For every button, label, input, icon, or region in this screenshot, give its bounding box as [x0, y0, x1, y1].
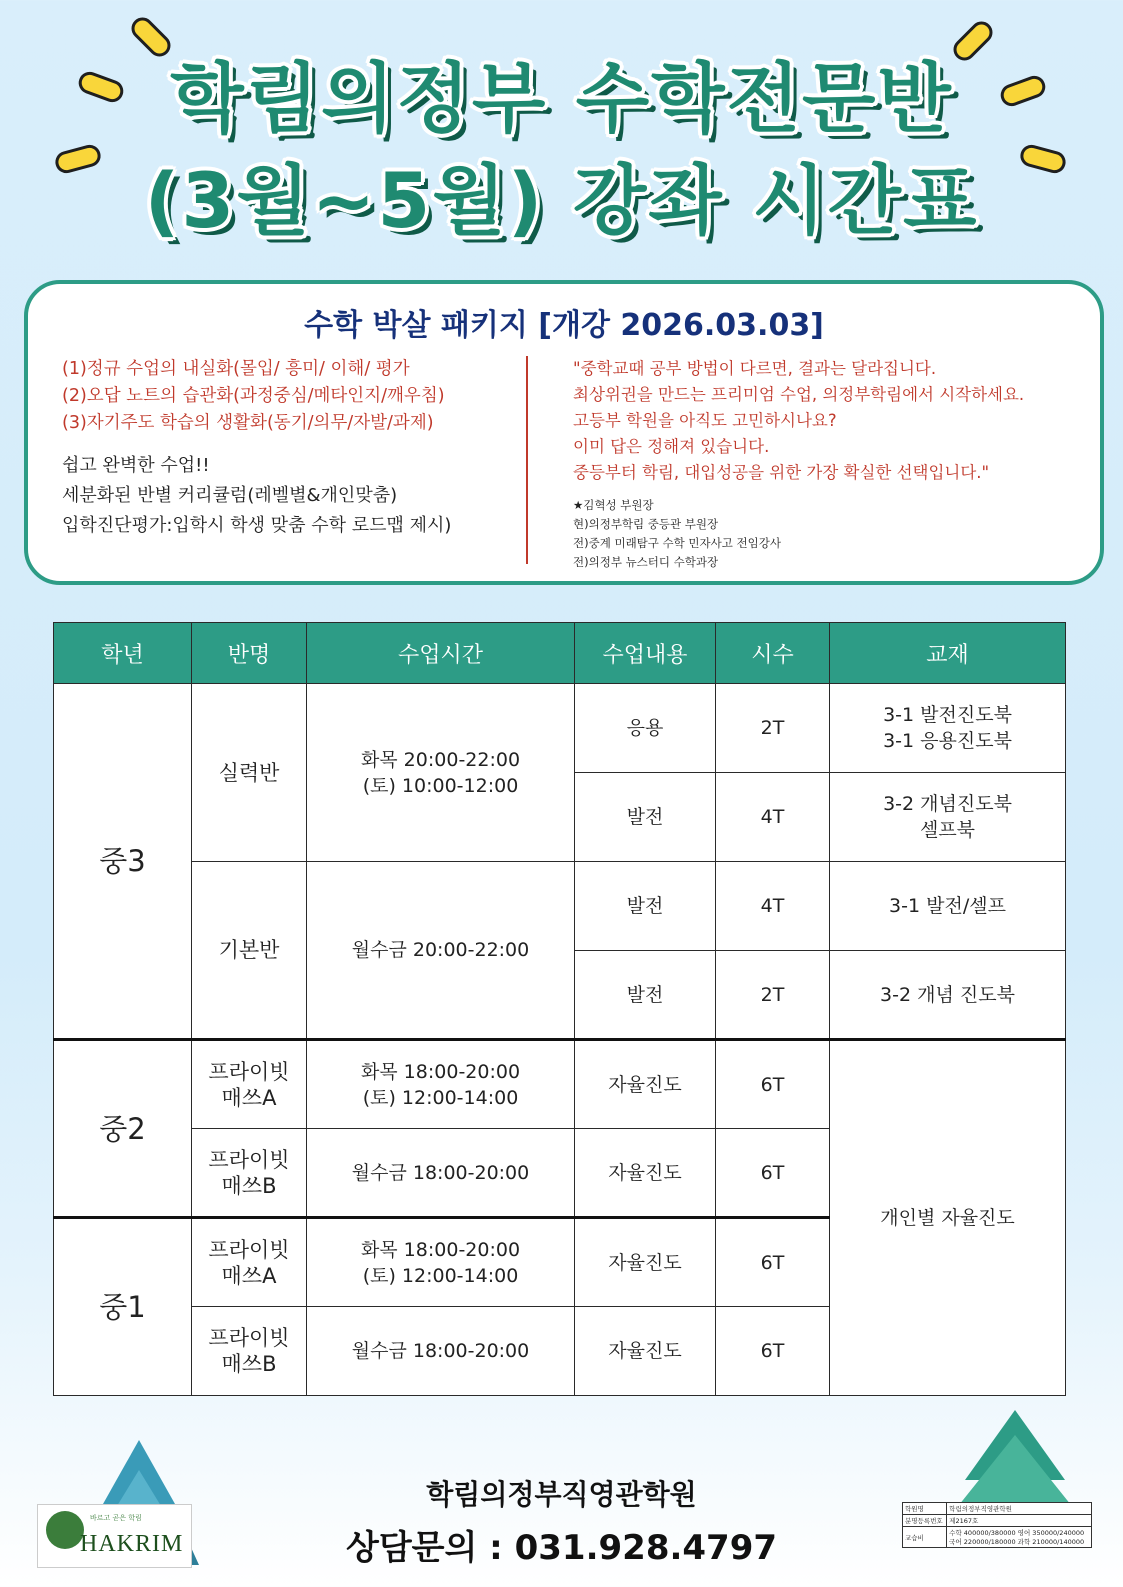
feature-list	[62, 451, 522, 541]
textbook-cell: 개인별 자율진도	[830, 1040, 1066, 1396]
time-cell	[307, 1040, 575, 1129]
package-right-column	[573, 356, 1093, 572]
header-hours: 시수	[716, 623, 830, 684]
time-cell: 월수금 18:00-20:00	[307, 1307, 575, 1396]
time-line: 화목 18:00-20:00	[360, 1060, 521, 1083]
feature-item: 쉽고 완벽한 수업!!	[62, 455, 210, 476]
time-cell	[307, 684, 575, 862]
table-row	[54, 1040, 1066, 1129]
textbook-cell: 3-2 개념 진도북	[830, 951, 1066, 1040]
content-cell: 자율진도	[575, 1129, 716, 1218]
table-row	[54, 862, 1066, 951]
header-class: 반명	[192, 623, 307, 684]
academy-name: 학림의정부직영관학원	[426, 1478, 697, 1511]
time-line: 화목 20:00-22:00	[360, 748, 521, 771]
header-grade: 학년	[54, 623, 192, 684]
feature-item: 세분화된 반별 커리큘럼(레벨별&개인맞춤)	[62, 485, 398, 506]
fee-value: 수학 400000/380000 영어 350000/240000 국어 220000/180000 과학 210000/140000	[947, 1527, 1092, 1548]
header-content: 수업내용	[575, 623, 716, 684]
textbook-cell: 3-1 발전/셀프	[830, 862, 1066, 951]
class-line: 매쓰B	[221, 1173, 277, 1198]
class-line: 프라이빗	[208, 1147, 290, 1172]
package-left-column	[62, 356, 522, 541]
class-cell	[192, 1307, 307, 1396]
time-cell: 월수금 20:00-22:00	[307, 862, 575, 1040]
class-cell: 실력반	[192, 684, 307, 862]
package-title: 수학 박살 패키지 [개강 2026.03.03]	[304, 308, 824, 343]
fee-row	[903, 1515, 1092, 1527]
grade-cell: 중1	[54, 1218, 192, 1396]
time-line: 화목 18:00-20:00	[360, 1238, 521, 1261]
textbook-cell	[830, 684, 1066, 773]
table-row	[54, 684, 1066, 773]
hours-cell: 2T	[716, 684, 830, 773]
table-header-row	[54, 623, 1066, 684]
content-cell: 발전	[575, 951, 716, 1040]
quote-line: 이미 답은 정해져 있습니다.	[573, 437, 770, 456]
page-subtitle: (3월~5월) 강좌 시간표	[144, 156, 979, 245]
fee-row	[903, 1527, 1092, 1548]
time-line: (토) 12:00-14:00	[362, 1264, 519, 1287]
content-cell: 발전	[575, 862, 716, 951]
class-line: 프라이빗	[208, 1237, 290, 1262]
quote-line: "중학교때 공부 방법이 다르면, 결과는 달라집니다.	[573, 359, 937, 378]
quote-line: 중등부터 학림, 대입성공을 위한 가장 확실한 선택입니다."	[573, 463, 990, 482]
grade-cell: 중2	[54, 1040, 192, 1218]
content-cell: 발전	[575, 773, 716, 862]
feature-item: 입학진단평가:입학시 학생 맞춤 수학 로드맵 제시)	[62, 515, 452, 536]
quote-line: 최상위권을 만드는 프리미엄 수업, 의정부학림에서 시작하세요.	[573, 385, 1025, 404]
content-cell: 자율진도	[575, 1307, 716, 1396]
hours-cell: 6T	[716, 1129, 830, 1218]
fee-table	[902, 1502, 1092, 1548]
time-cell: 월수금 18:00-20:00	[307, 1129, 575, 1218]
book-line: 3-1 응용진도북	[883, 730, 1012, 752]
book-line: 3-2 개념진도북	[883, 793, 1012, 815]
content-cell: 자율진도	[575, 1218, 716, 1307]
class-line: 프라이빗	[208, 1326, 290, 1350]
divider	[526, 356, 528, 564]
instructor-bio	[573, 496, 1093, 572]
logo-tagline: 바르고 곧은 학림	[90, 1514, 142, 1522]
book-line: 3-1 발전진도북	[883, 704, 1012, 726]
fee-label: 교습비	[903, 1527, 947, 1548]
hours-cell: 2T	[716, 951, 830, 1040]
bio-line: ★김혁성 부원장	[573, 498, 654, 512]
book-line: 셀프북	[919, 819, 976, 841]
class-cell: 기본반	[192, 862, 307, 1040]
hours-cell: 4T	[716, 862, 830, 951]
time-line: (토) 10:00-12:00	[362, 774, 519, 797]
package-box	[24, 280, 1104, 585]
fee-label: 분명등록번호	[903, 1515, 947, 1527]
class-cell	[192, 1218, 307, 1307]
page-title: 학림의정부 수학전문반	[170, 54, 953, 143]
contact-phone: 상담문의 : 031.928.4797	[345, 1528, 778, 1568]
class-line: 매쓰A	[221, 1085, 277, 1110]
goal-item: (2)오답 노트의 습관화(과정중심/메타인지/깨우침)	[62, 386, 445, 406]
class-line: 매쓰A	[221, 1263, 277, 1288]
fee-value: 학림의정부직영관학원	[947, 1503, 1092, 1515]
goal-item: (1)정규 수업의 내실화(몰입/ 흥미/ 이해/ 평가	[62, 359, 410, 379]
bio-line: 전)의정부 뉴스터디 수학과장	[573, 555, 719, 569]
fee-value: 제2167호	[947, 1515, 1092, 1527]
class-line: 매쓰B	[221, 1352, 277, 1376]
class-line: 프라이빗	[208, 1059, 290, 1084]
hours-cell: 4T	[716, 773, 830, 862]
hours-cell: 6T	[716, 1040, 830, 1129]
time-cell	[307, 1218, 575, 1307]
bio-line: 전)중계 미래탐구 수학 민자사고 전임강사	[573, 536, 781, 550]
goal-item: (3)자기주도 학습의 생활화(동기/의무/자발/과제)	[62, 413, 434, 433]
schedule-table	[53, 622, 1066, 1396]
hours-cell: 6T	[716, 1218, 830, 1307]
content-cell: 자율진도	[575, 1040, 716, 1129]
grade-cell: 중3	[54, 684, 192, 1040]
textbook-cell	[830, 773, 1066, 862]
fee-label: 학원명	[903, 1503, 947, 1515]
fee-row	[903, 1503, 1092, 1515]
header-time: 수업시간	[307, 623, 575, 684]
class-cell	[192, 1040, 307, 1129]
quote-line: 고등부 학원을 아직도 고민하시나요?	[573, 411, 837, 430]
content-cell: 응용	[575, 684, 716, 773]
header-textbook: 교재	[830, 623, 1066, 684]
class-cell	[192, 1129, 307, 1218]
logo-text: HAKRIM	[80, 1531, 184, 1557]
time-line: (토) 12:00-14:00	[362, 1086, 519, 1109]
bio-line: 현)의정부학림 중등관 부원장	[573, 517, 719, 531]
hours-cell: 6T	[716, 1307, 830, 1396]
